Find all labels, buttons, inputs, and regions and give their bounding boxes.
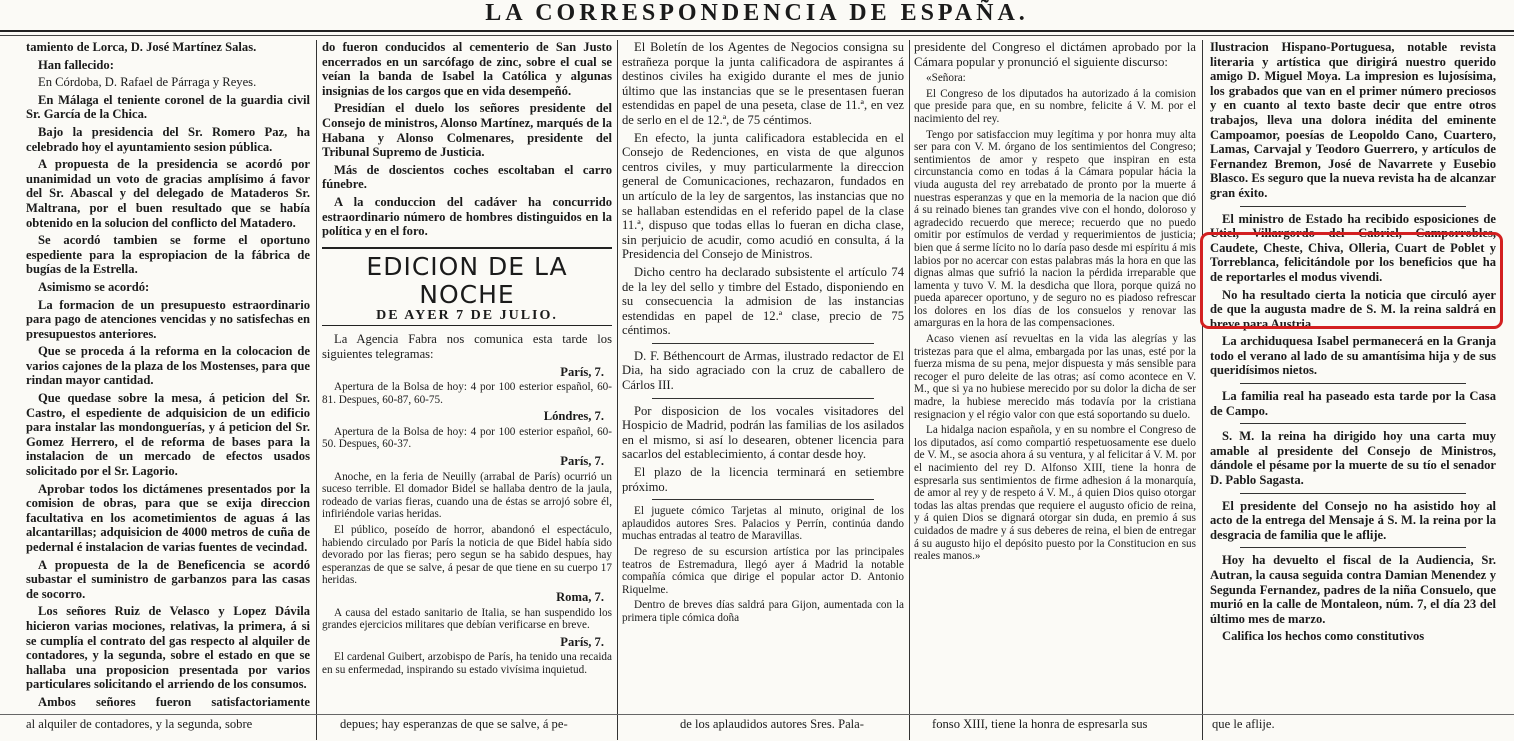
column-rule: [909, 40, 910, 740]
highlight-box: [1200, 232, 1503, 329]
article-text: Ambos señores fueron satisfactoriamente: [38, 694, 310, 708]
column-divider: [1240, 383, 1466, 384]
speech-text: El Congreso de los diputados ha autorizado á la comision que preside para que, en su nombre, felicite á V. M. por el nacimiento del rey.: [914, 87, 1196, 125]
column-divider: [652, 499, 874, 500]
column-4: [914, 40, 1196, 708]
column-5: [1210, 40, 1496, 708]
telegram-text: A causa del estado sanitario de Italia, se han suspendido los grandes ejercicios militares que debían verificarse en breve.: [322, 606, 612, 632]
column-divider: [1240, 493, 1466, 494]
page-bottom-strip: [0, 714, 1514, 741]
masthead-rule-thin: [0, 35, 1514, 36]
article-text: No ha resultado cierta la noticia que circuló ayer de que la augusta madre de S. M. la reina saldrá en breve para Austria.: [1210, 287, 1496, 331]
edition-subtitle: DE AYER 7 DE JULIO.: [376, 307, 558, 323]
telegram-text: Apertura de la Bolsa de hoy: 4 por 100 esterior español, 60-50. Despues, 60-37.: [322, 425, 612, 451]
article-text: El juguete cómico Tarjetas al minuto, original de los aplaudidos autores Sres. Palacios y Perrín, continúa dando muchas entradas al teatro de Maravillas.: [622, 505, 904, 543]
column-2: [322, 40, 612, 708]
article-text: do fueron conducidos al cementerio de San Justo encerrados en un sarcófago de zinc, sobre el cual se veían la banda de Isabel la Católica y algunas insignias de los cargos que en vida desempeñó.: [322, 40, 612, 98]
dateline: París, 7.: [560, 454, 604, 469]
speech-text: La hidalga nacion española, y en su nombre el Congreso de los diputados, así como compartió respetuosamente ese duelo de V. M., se asocia ahora á su ventura, y al felicitar á V. M. por el nacimiento del rey D. Alfonso XIII, tiene la honra de espresarla sus sentimientos de firme adhesion á la monarquía, de amor al rey y de respeto á V. M., á quien Dios quiso otorgar todas las altas prendas que requiere el augusto oficio de reina, y á quien Dios se dignará otorgar sin duda, en premio á sus cuidados de madre y á sus deberes de reina, el bien de entregar á su augusto hijo el depósito puesto por la Constitucion en sus reales manos.»: [914, 424, 1196, 563]
bottom-text: depues; hay esperanzas de que se salve, á pe-: [340, 718, 568, 731]
article-text: D. F. Béthencourt de Armas, ilustrado redactor de El Dia, ha sido agraciado con la cruz de caballero de Cárlos III.: [622, 348, 904, 393]
bottom-text: fonso XIII, tiene la honra de espresarla sus: [932, 718, 1148, 731]
article-text: tamiento de Lorca, D. José Martínez Salas.: [26, 40, 257, 54]
telegram-text: El público, poseído de horror, abandonó el espectáculo, habiendo circulado por París la noticia de que Bidel había sido devorado por las fieras; pero segun se ha sabido despues, hay esperanzas de que se salve, á pesar de que tiene en su cuerpo 17 heridas.: [322, 524, 612, 587]
column-divider: [652, 343, 874, 344]
bottom-text: que le aflije.: [1212, 718, 1275, 731]
article-text: La formacion de un presupuesto estraordinario para pago de atenciones vencidas y no satisfechas en presupuestos anteriores.: [26, 297, 310, 341]
article-text: Más de doscientos coches escoltaban el carro fúnebre.: [322, 162, 612, 192]
edition-header: [322, 247, 612, 327]
article-text: De regreso de su escursion artística por las principales teatros de Estremadura, llegó ayer á Madrid la notable compañía cómica que dirige el popular actor D. Antonio Riquelme.: [622, 546, 904, 596]
article-text: En Málaga el teniente coronel de la guardia civil Sr. García de la Chica.: [26, 92, 310, 122]
article-text: Califica los hechos como constitutivos: [1222, 629, 1425, 644]
article-text: La familia real ha paseado esta tarde por la Casa de Campo.: [1210, 389, 1496, 418]
article-text: El Boletín de los Agentes de Negocios consigna su estrañeza porque la junta calificadora de aspirantes á destinos civiles ha exigido durante el mes de junio último que las instancias que se le presentasen fueran estendidas en papel de una peseta, clase de 11.ª, en vez de serlo en el de 12.ª, de 75 céntimos.: [622, 40, 904, 127]
article-text: Presidían el duelo los señores presidente del Consejo de ministros, Alonso Martínez, marqués de la Habana y Alonso Colmenares, presidente del Tribunal Supremo de Justicia.: [322, 101, 612, 160]
article-text: La archiduquesa Isabel permanecerá en la Granja todo el verano al lado de su amantísima hija y de sus queridísimos nietos.: [1210, 334, 1496, 378]
article-text: En efecto, la junta calificadora establecida en el Consejo de Redenciones, en vista de que algunos centros civiles, y muy particularmente la direccion general de Comunicaciones, rechazaron, fundados en un artículo de la ley de sargentos, las instancias que no se hallaban estendidas en el referido papel de la clase 11.ª, dispuso que todas ellas lo fueran en dicha clase, sin perjuicio de acudir, como acudió en consulta, á la Presidencia del Consejo de Ministros.: [622, 130, 904, 262]
column-3: [622, 40, 904, 708]
telegram-text: Anoche, en la feria de Neuilly (arrabal de París) ocurrió un suceso terrible. El domador Bidel se hallaba dentro de la jaula, rodeado de varias fieras, cuando una de éstas se arrojó sobre él, infiriéndole varias heridas.: [322, 470, 612, 521]
article-text: A propuesta de la presidencia se acordó por unanimidad un voto de gracias amplísimo á favor del Sr. Abascal y del delegado de Mataderos Sr. Maltrana, por el buen resultado que se había obtenido en la solucion del conflicto del Matadero.: [26, 157, 310, 230]
article-text: Por disposicion de los vocales visitadores del Hospicio de Madrid, podrán las familias de los asilados en el mismo, si así lo desearen, obtener licencia para sacarlos del establecimiento, á contar desde hoy.: [622, 403, 904, 462]
newspaper-masthead: LA CORRESPONDENCIA DE ESPAÑA.: [485, 0, 1029, 26]
article-text: El presidente del Consejo no ha asistido hoy al acto de la entrega del Mensaje á S. M. la reina por la desgracia de familia que le aflije.: [1210, 498, 1496, 542]
column-1: [26, 40, 310, 708]
article-text: Ilustracion Hispano-Portuguesa, notable revista literaria y artística que dirigirá nuestro querido amigo D. Miguel Moya. La impresion es lujosísima, los grabados que van en el primer número preciosos y en cuanto al texto baste decir que entre otros trabajos, lleva una dolora inédita del eminente Campoamor, poesías de Leopoldo Cano, Cuartero, Lamas, Carvajal y Teodoro Guerrero, y artículos de Fernandez Bremon, José de Navarrete y Eusebio Blasco. Es seguro que la nueva revista ha de alcanzar gran éxito.: [1210, 40, 1496, 200]
edition-title: EDICION DE LA NOCHE: [366, 251, 568, 309]
speech-text: Acaso vienen así revueltas en la vida las alegrías y las tristezas para que el alma, embargada por las unas, esté por la fuerza misma de su pena, mejor dispuesta y más sensible para recoger el puro deleite de las otras; así como acontece en V. M., que si ya no hubiese merecido por su dolor la dicha de ser madre, la hubiese merecido más todavía por la cristiana resignacion y el régio valor con que está soportando su duelo.: [914, 333, 1196, 421]
column-rule: [617, 40, 618, 740]
column-rule: [1202, 40, 1203, 740]
dateline: Roma, 7.: [556, 590, 604, 604]
article-text: Asimismo se acordó:: [38, 279, 150, 294]
article-text: Aprobar todos los dictámenes presentados por la comision de obras, para que se exija direccion facultativa en los acometimientos de aguas á las alcantarillas; adquisicion de 4000 metros de cuña de pedernal é instalacion de varias fuentes de vecindad.: [26, 481, 310, 554]
telegram-text: Apertura de la Bolsa de hoy: 4 por 100 esterior español, 60-81. Despues, 60-87, 60-75.: [322, 381, 612, 406]
column-divider: [652, 398, 874, 399]
column-divider: [1240, 423, 1466, 424]
article-text: Se acordó tambien se forme el oportuno espediente para la espropiacion de la fábrica de bugías de la Estrella.: [26, 233, 310, 277]
article-text: En Córdoba, D. Rafael de Párraga y Reyes.: [38, 75, 257, 90]
section-heading: Han fallecido:: [38, 57, 114, 72]
article-text: El plazo de la licencia terminará en setiembre próximo.: [622, 465, 904, 494]
article-text: Bajo la presidencia del Sr. Romero Paz, ha celebrado hoy el ayuntamiento sesion pública.: [26, 124, 310, 154]
article-text: La Agencia Fabra nos comunica esta tarde los siguientes telegramas:: [322, 332, 612, 361]
article-text: Que se proceda á la reforma en la colocacion de varios cajones de la plaza de los Mostenses, para que rindan mayor cantidad.: [26, 344, 310, 388]
article-text: Los señores Ruiz de Velasco y Lopez Dávila hicieron varias mociones, relativas, la primera, á si se cumplía el contrato del gas respecto al alquiler de contadores, y la segunda, sobre el estado en que se hallaba una proposicion presentada por varios particulares solicitando el arriendo de los consumos.: [26, 604, 310, 692]
dateline: París, 7.: [560, 364, 604, 379]
article-text: A propuesta de la de Beneficencia se acordó subastar el suministro de garbanzos para las casas de socorro.: [26, 557, 310, 601]
column-rule: [316, 40, 317, 740]
telegram-text: El cardenal Guibert, arzobispo de París, ha tenido una recaida en su enfermedad, inspirando su estado vivísima inquietud.: [322, 651, 612, 676]
article-text: Dentro de breves días saldrá para Gijon, aumentada con la primera tiple cómica doña: [622, 599, 904, 624]
dateline: Lóndres, 7.: [543, 409, 604, 424]
speech-text: «Señora:: [926, 72, 966, 85]
highlighted-article-text: El ministro de Estado ha recibido esposiciones de Utiel, Villargordo del Cabriel, Camporrobles, Caudete, Cheste, Chiva, Olleria, Cuart de Poblet y Torreblanca, felicitándole por los beneficios que ha de reportarles el modus vivendi.: [1210, 211, 1496, 284]
column-divider: [1240, 547, 1466, 548]
column-divider: [1240, 206, 1466, 207]
bottom-text: al alquiler de contadores, y la segunda, sobre: [26, 718, 253, 731]
article-text: S. M. la reina ha dirigido hoy una carta muy amable al presidente del Consejo de Ministros, dándole el pésame por la muerte de su tío el senador D. Pablo Sagasta.: [1210, 429, 1496, 488]
speech-text: Tengo por satisfaccion muy legítima y por honra muy alta ser para con V. M. órgano de los sentimientos del Congreso; sentimientos de amor y respeto que inspiran en esta circunstancia como en todas á la Cámara popular hácia la viuda augusta del rey arrebatado de pronto por la muerte á nuestras esperanzas y que en la memoria de la nacion que dió á su reinado bienes tan grandes vive con el hondo, doloroso y agradecido recuerdo que merece; recuerdo que no puedo omitir por estímulos de verdad y requerimientos de justicia; bien que á serme lícito no lo daría paso desde mi espíritu á mis labios por no acercar con estas palabras más la hora en que las dignas almas que sufrió la nacion la pérdida irreparable que lamenta y tuvo V. M. la desdicha que llora, porque quizá no pueda aparecer oportuno, y de seguro no es piadoso refrescar los dolores en los días de los consuelos y renovar las amarguras en la hora de las compensaciones.: [914, 128, 1196, 330]
bottom-text: de los aplaudidos autores Sres. Pala-: [680, 718, 864, 731]
dateline: París, 7.: [560, 634, 604, 649]
masthead-rule: [0, 30, 1514, 32]
article-text: Que quedase sobre la mesa, á peticion del Sr. Castro, el espediente de adquisicion de un edificio para instalar las mondonguerías, y á peticion del Sr. Gomez Herrero, el de reforma de bases para la instalacion de un mercado de efectos usados solicitado por el Sr. Lagorio.: [26, 391, 310, 479]
article-text: Dicho centro ha declarado subsistente el artículo 74 de la ley del sello y timbre del Estado, disponiendo en su consecuencia la admision de las instancias estendidas en papel de 12.ª clase, precio de 75 céntimos.: [622, 264, 904, 338]
article-text: Hoy ha devuelto el fiscal de la Audiencia, Sr. Autran, la causa seguida contra Damian Menendez y Segunda Fernandez, padres de la niña Consuelo, que murió en la calle de Montaleon, núm. 7, el día 23 del último mes de marzo.: [1210, 553, 1496, 626]
article-text: A la conduccion del cadáver ha concurrido estraordinario número de hombres distinguidos en la política y en el foro.: [322, 194, 612, 239]
article-text: presidente del Congreso el dictámen aprobado por la Cámara popular y pronunció el siguiente discurso:: [914, 40, 1196, 69]
